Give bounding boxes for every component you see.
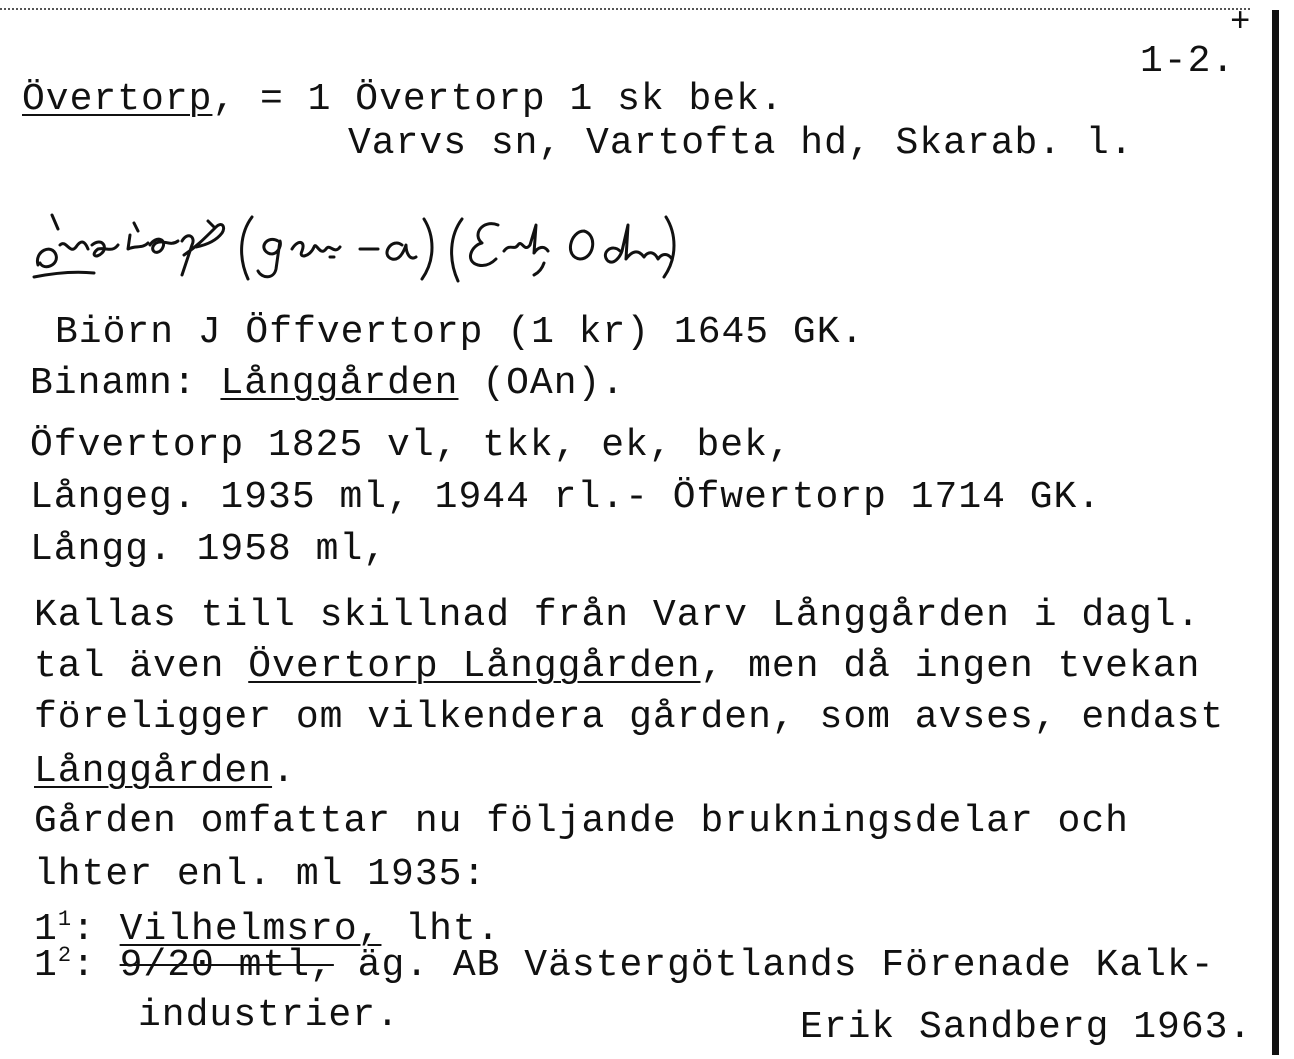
paragraph-line-4	[34, 750, 296, 794]
item-separator: :	[72, 944, 120, 987]
item-number: 1	[34, 908, 58, 951]
item-owner: äg. AB Västergötlands Förenade Kalk-	[333, 944, 1215, 987]
entry-line-5: Långg. 1958 ml,	[30, 528, 388, 571]
top-dotted-border	[0, 8, 1250, 10]
heading-line-2: Varvs sn, Vartofta hd, Skarab. l.	[348, 122, 1134, 165]
place-name: Övertorp	[22, 78, 213, 121]
signature: Erik Sandberg 1963.	[800, 1006, 1253, 1049]
item-separator: :	[72, 908, 120, 951]
handwritten-pronunciation	[30, 205, 960, 295]
binamn-source: (OAn).	[458, 362, 626, 405]
paragraph-text: .	[272, 750, 296, 793]
paragraph-text: , men då ingen tvekan	[700, 645, 1201, 688]
item-note: lht.	[381, 908, 501, 951]
binamn-label: Binamn:	[30, 362, 221, 405]
entry-line-4: Långeg. 1935 ml, 1944 rl.- Öfwertorp 1714 GK.	[30, 476, 1102, 519]
plus-mark: +	[1230, 4, 1251, 42]
paragraph-line-1: Kallas till skillnad från Varv Långgården i dagl.	[34, 594, 1201, 637]
item-superscript: 2	[57, 943, 73, 968]
heading-rest: , = 1 Övertorp 1 sk bek.	[212, 78, 784, 121]
binamn-name: Långgården	[220, 362, 459, 405]
paragraph-line-3: föreligger om vilkendera gården, som avses, endast	[34, 696, 1225, 739]
paragraph-line-6: lhter enl. ml 1935:	[34, 853, 487, 896]
item-number: 1	[34, 944, 58, 987]
heading-line-1	[22, 78, 784, 122]
alt-name: Övertorp Långgården	[248, 645, 701, 688]
list-item-2	[34, 944, 1215, 988]
list-item-2-continuation: industrier.	[138, 994, 400, 1037]
right-edge-bar	[1272, 10, 1279, 1055]
entry-line-2	[30, 362, 625, 406]
card-number: 1-2.	[1140, 40, 1236, 83]
chosen-name: Långgården	[34, 750, 273, 793]
entry-line-3: Öfvertorp 1825 vl, tkk, ek, bek,	[30, 424, 792, 467]
item-superscript: 1	[57, 907, 73, 932]
entry-line-1: Biörn J Öffvertorp (1 kr) 1645 GK.	[55, 311, 865, 354]
paragraph-line-2	[34, 645, 1200, 689]
paragraph-text: tal även	[34, 645, 249, 688]
paragraph-line-5: Gården omfattar nu följande brukningsdelar och	[34, 800, 1129, 843]
item-name: Vilhelmsro,	[119, 908, 382, 951]
handwriting-drawing	[30, 205, 960, 295]
item-share: 9/20 mtl,	[119, 944, 334, 987]
